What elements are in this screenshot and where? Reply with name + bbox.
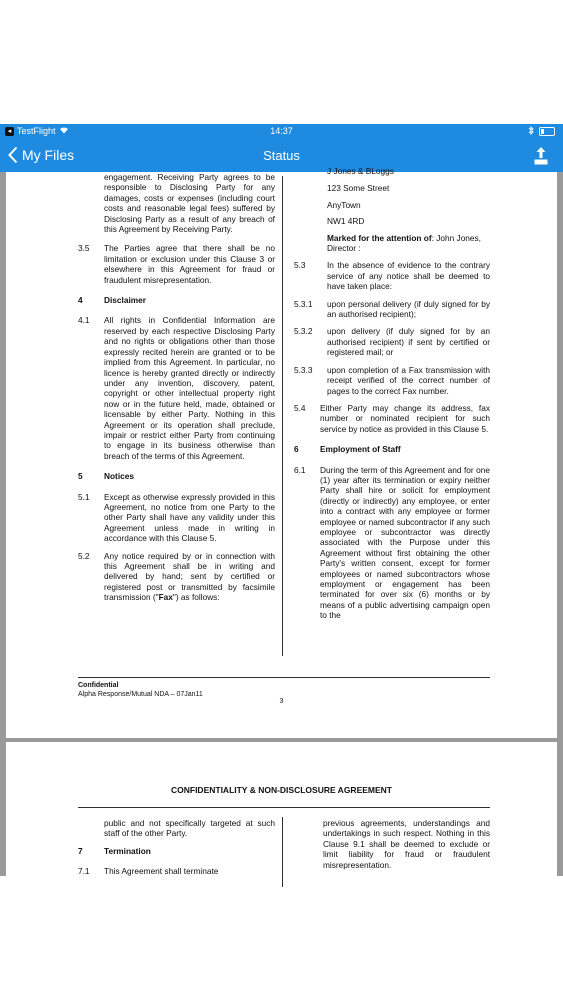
clause-text: public and not specifically targeted at such staff of the other Party. [104, 818, 275, 839]
address-line: NW1 4RD [327, 216, 365, 227]
clock: 14:37 [270, 126, 293, 136]
clause-number: 5.4 [294, 402, 306, 413]
section-heading: Disclaimer [104, 295, 146, 306]
clause-number: 5.3.3 [294, 364, 313, 375]
right-column [294, 166, 490, 628]
clause-text: upon delivery (if duly signed for by an authorised recipient) if sent by certified or registered mail; or [327, 326, 490, 358]
column-divider [282, 817, 283, 887]
clause-number: 5.3.1 [294, 298, 313, 309]
clause-text: Either Party may change its address, fax number or nominated recipient for such service by notice as provided in this Clause 5. [320, 402, 490, 434]
page-footer [78, 677, 490, 699]
section-number: 4 [78, 295, 83, 306]
status-bar [0, 124, 563, 140]
attention-value: : John Jones, Director : [327, 232, 481, 254]
back-label: My Files [22, 147, 75, 163]
document-viewer[interactable] [0, 166, 563, 877]
section-heading: Termination [104, 845, 151, 856]
clause-number: 5.1 [78, 491, 90, 502]
page-number: 3 [279, 698, 284, 705]
clause-number: 5.3.2 [294, 326, 313, 337]
clause-text: previous agreements, understandings and undertakings in such respect. Nothing in this Clause 9.1 shall be deemed to exclude or limit liability for fraud or fraudulent misrepresentation. [323, 818, 490, 870]
footer-label: Confidential [78, 682, 119, 689]
section-heading: Employment of Staff [320, 444, 401, 455]
clause-number: 5.2 [78, 550, 90, 561]
clause-number: 4.1 [78, 315, 90, 326]
clause-text: engagement. Receiving Party agrees to be responsible to Disclosing Party for any damages, costs or expenses (including court costs and reasonable legal fees) suffered by Disclosing Party as a result of any breach of this Agreement by Receiving Party. [104, 172, 275, 235]
footer-reference: Alpha Response/Mutual NDA – 07Jan11 [78, 691, 203, 698]
clause-text-part: ") as follows: [172, 592, 220, 603]
left-column [78, 172, 275, 610]
clause-text [104, 551, 275, 603]
bluetooth-icon [528, 126, 534, 137]
back-arrow-icon: ◂ [5, 127, 14, 136]
attention-line [327, 233, 490, 254]
battery-icon [539, 127, 555, 136]
section-heading: Notices [104, 471, 134, 482]
section-number: 7 [78, 845, 83, 856]
left-column [78, 818, 275, 884]
clause-text: This Agreement shall terminate [104, 866, 219, 877]
clause-text-part: Any notice required by or in connection with this Agreement shall be in writing and delivered by hand; sent by certified or registered post or transmitted by facsimile transmission (" [104, 550, 275, 603]
clause-text: The Parties agree that there shall be no limitation or exclusion under this Clause 3 or elsewhere in this Agreement for fraud or fraudulent misrepresentation. [104, 243, 275, 285]
document-page [6, 742, 557, 882]
address-line: 123 Some Street [327, 183, 390, 194]
clause-text: In the absence of evidence to the contrary service of any notice shall be deemed to have taken place: [327, 260, 490, 292]
header-rule [78, 807, 490, 808]
back-app-label: TestFlight [17, 126, 56, 136]
clause-number: 7.1 [78, 866, 90, 877]
clause-number: 6.1 [294, 464, 306, 475]
clause-text: Except as otherwise expressly provided in this Agreement, no notice from one Party to the other Party shall have any validity under this Agreement unless made in writing in accordance with this Clause 5. [104, 491, 275, 544]
column-divider [282, 176, 283, 656]
clause-text: All rights in Confidential Information are reserved by each respective Disclosing Party and no rights or obligations other than those expressly recited herein are granted or to be implied from this Agreement. In particular, no licence is hereby granted directly or indirectly under any invention, discovery, patent, copyright or other intellectual property right now or in the future held, made, obtained or licensable by either Party. Nothing in this Agreement or its operation shall preclude, impair or restrict either Party from continuing to engage in its business otherwise than breach of the terms of this Agreement. [104, 315, 275, 461]
document-title: CONFIDENTIALITY & NON-DISCLOSURE AGREEMENT [170, 785, 392, 795]
section-number: 5 [78, 471, 83, 482]
clause-number: 3.5 [78, 243, 90, 254]
share-icon[interactable] [533, 146, 549, 166]
address-line: AnyTown [327, 199, 361, 210]
address-line: J Jones & BLoggs [327, 166, 394, 176]
clause-text: upon completion of a Fax transmission with receipt verified of the correct number of pages to the correct Fax number. [327, 364, 490, 396]
defined-term: Fax [158, 592, 173, 603]
attention-label: Marked for the attention of [327, 232, 432, 243]
document-page [6, 166, 557, 738]
nav-title: Status [263, 148, 300, 163]
clause-text: During the term of this Agreement and for one (1) year after its termination or expiry neither Party shall hire or solicit for employment (directly or indirectly) any employee, or enter into a contract with any employee or former employee or named subcontractor if any such employee or subcontractor was directly associated with the Purpose under this Agreement without first obtaining the other Party's written consent, except for former employees or named subcontractors whose employment or engagement has been terminated for over six (6) months or by means of a public advertising campaign open to the [320, 464, 490, 621]
right-column [323, 818, 490, 870]
section-number: 6 [294, 444, 299, 455]
clause-number: 5.3 [294, 260, 306, 271]
clause-text: upon personal delivery (if duly signed for by an authorised recipient); [327, 298, 490, 320]
